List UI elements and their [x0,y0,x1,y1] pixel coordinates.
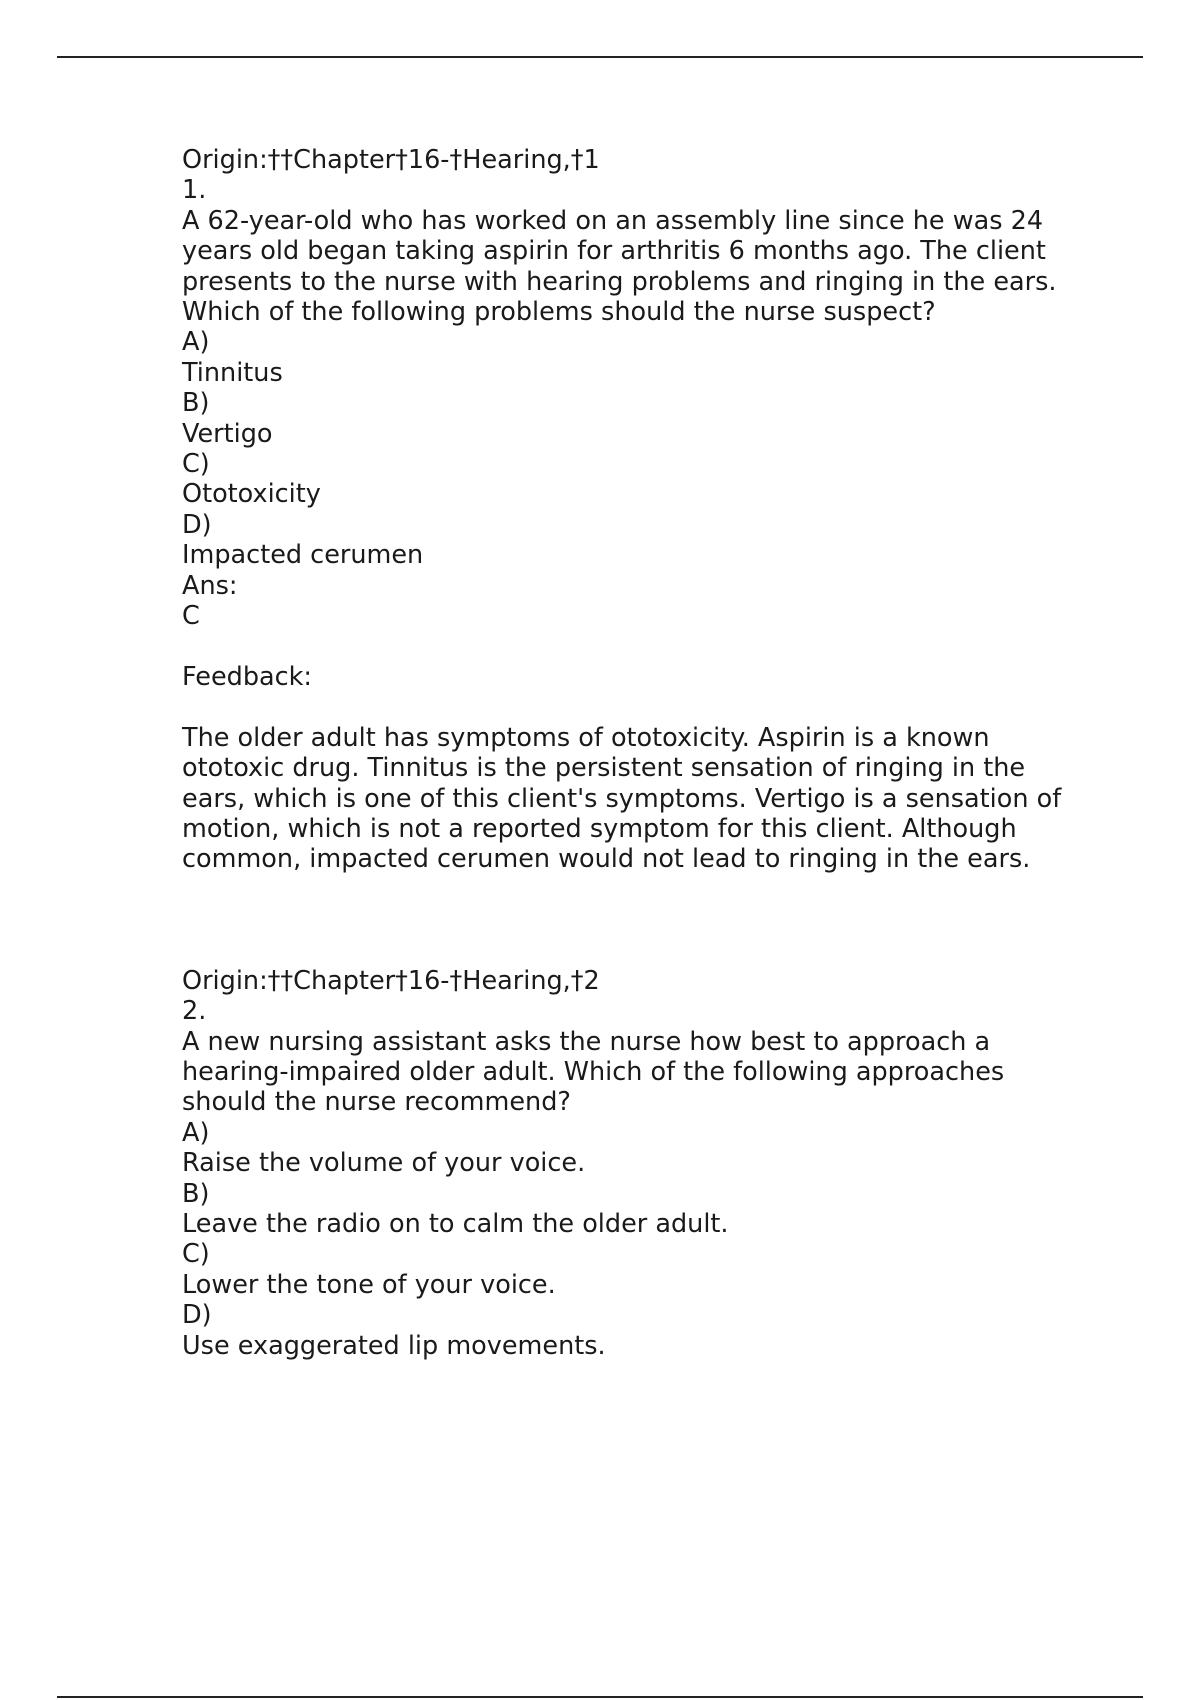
option-text: Lower the tone of your voice. [182,1269,556,1300]
top-rule [57,56,1143,58]
option-text: Vertigo [182,418,273,449]
feedback-text: The older adult has symptoms of ototoxicity. Aspirin is a known ototoxic drug. Tinnitus is the persistent sensation of ringing in the ears, which is one of this client's symptoms. Vertigo is a sensation of motion, which is not a reported symptom for this client. Although common, impacted cerumen would not lead to ringing in the ears. [182,722,1062,875]
question-stem: A new nursing assistant asks the nurse how best to approach a hearing-impaired older adult. Which of the following approaches should the nurse recommend? [182,1026,1005,1118]
option-letter: B) [182,1178,210,1209]
option-letter: C) [182,1239,210,1270]
option-letter: A) [182,327,210,358]
question-origin: Origin:††Chapter†16-†Hearing,†1 [182,145,600,175]
option-letter: A) [182,1117,210,1148]
bottom-rule [57,1696,1143,1698]
option-text: Tinnitus [182,357,283,388]
option-text: Use exaggerated lip movements. [182,1330,606,1361]
option-text: Impacted cerumen [182,540,424,571]
answer-label: Ans: [182,570,238,601]
option-text: Raise the volume of your voice. [182,1148,586,1179]
document-body [182,145,1082,1361]
option-letter: C) [182,449,210,480]
spacer [182,692,1082,722]
question-number: 1. [182,175,207,206]
question-block-1 [182,145,1082,875]
question-block-2 [182,966,1082,1361]
option-text: Ototoxicity [182,479,321,510]
answer-value: C [182,601,200,632]
question-stem: A 62-year-old who has worked on an assembly line since he was 24 years old began taking aspirin for arthritis 6 months ago. The client presents to the nurse with hearing problems and ringing in the ears. Which of the following problems should the nurse suspect? [182,205,1057,328]
option-letter: D) [182,509,212,540]
option-letter: D) [182,1300,212,1331]
question-origin: Origin:††Chapter†16-†Hearing,†2 [182,965,600,996]
spacer [182,632,1082,662]
question-number: 2. [182,996,207,1027]
option-text: Leave the radio on to calm the older adult. [182,1208,729,1239]
feedback-label: Feedback: [182,661,313,692]
option-letter: B) [182,388,210,419]
spacer [182,875,1082,966]
